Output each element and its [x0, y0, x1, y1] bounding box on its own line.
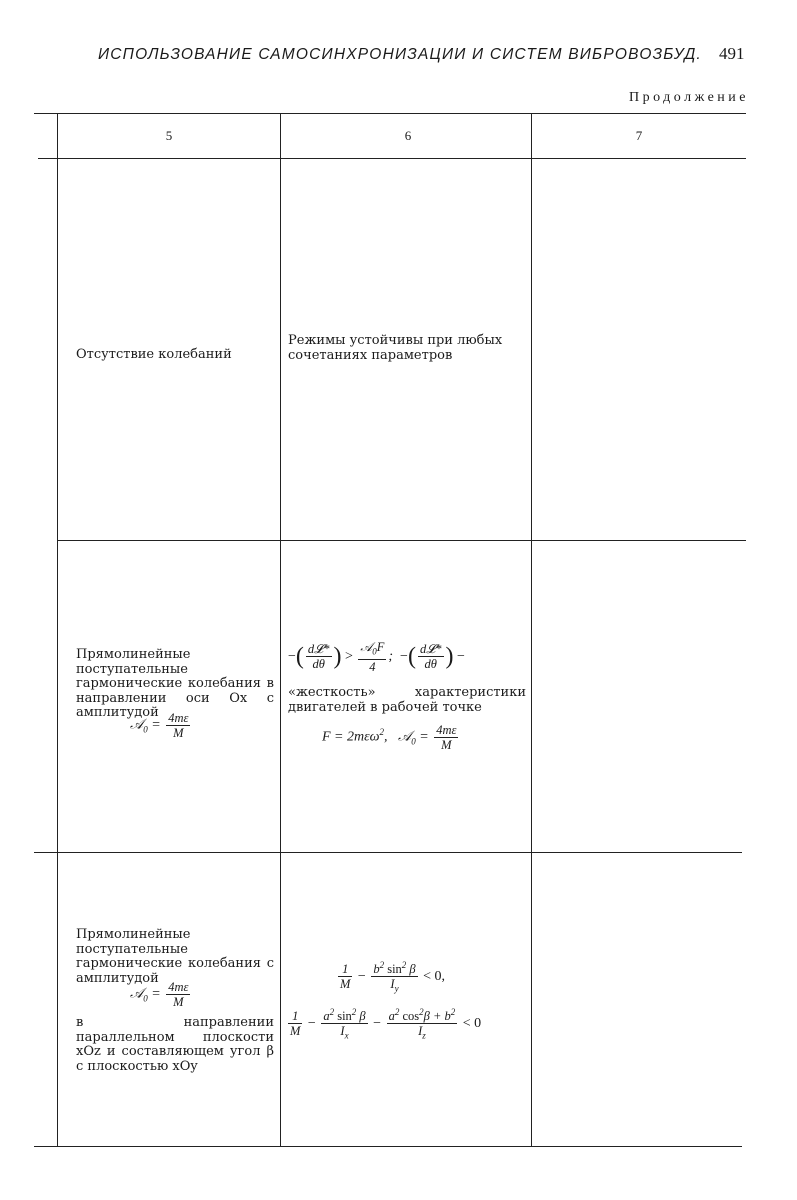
column-header-6: 6 — [404, 128, 412, 143]
row1-col6-text: Режимы устойчивы при любых сочетаниях параметров — [288, 333, 503, 363]
column-rule-6-7 — [531, 114, 532, 1146]
column-header-5: 5 — [165, 128, 173, 143]
row2-col5-amplitude-formula: 𝒜$_0$ = $\frac{4m\varepsilon}{M}$ — [130, 711, 189, 740]
row2-col6-stability-condition: −( $\frac{\text{d𝓛*}}{d\theta}$ ) > $\frac{𝒜_0F}{4}$ ; −( $\frac{\text{d𝓛*}}{d\theta}$ ) − — [288, 640, 465, 674]
table-top-rule — [34, 113, 746, 114]
row1-col5-text: Отсутствие колебаний — [76, 347, 232, 362]
column-rule-5-6 — [280, 114, 281, 1146]
row3-col5-text-a: Прямолинейные поступательные гармонические колебания с амплитудой — [76, 927, 274, 986]
header-bottom-rule — [38, 158, 746, 159]
row2-col6-text: «жесткость» характеристики двигателей в рабочей точке — [288, 685, 526, 715]
row3-col6-inequality-1: $\frac{1}{M}$ − $\frac{b^2 \sin^2 \beta}{I_y}$ < 0, — [340, 960, 446, 994]
row3-col5-text-b: в направлении параллельном плоскости xOz и составляющем угол β с плоскостью xOy — [76, 1015, 274, 1074]
running-header-title: ИСПОЛЬЗОВАНИЕ САМОСИНХРОНИЗАЦИИ И СИСТЕМ ВИБРОВОЗБУД. — [98, 46, 702, 63]
row3-col5-amplitude-formula: 𝒜$_0$ = $\frac{4m\varepsilon}{M}$ — [130, 980, 189, 1009]
row2-col5-text: Прямолинейные поступательные гармонические колебания в направлении оси Ox с амплитудой — [76, 647, 274, 720]
continuation-label: Продолжение — [628, 90, 749, 105]
table-bottom-rule — [34, 1146, 742, 1147]
row-divider-1 — [58, 540, 746, 541]
column-header-7: 7 — [635, 128, 643, 143]
column-rule-left — [57, 114, 58, 1146]
page-number: 491 — [719, 44, 745, 63]
row2-col6-force-formula: F = 2mεω$^2$, 𝒜$_0$ = $\frac{4m\varepsilon}{M}$ — [322, 723, 457, 752]
row-divider-2 — [34, 852, 742, 853]
row3-col6-inequality-2: $\frac{1}{M}$ − $\frac{a^2 \sin^2 \beta}{I_x}$ − $\frac{a^2 \cos^2\beta + b^2}{I_z}$ < 0 — [290, 1007, 482, 1041]
